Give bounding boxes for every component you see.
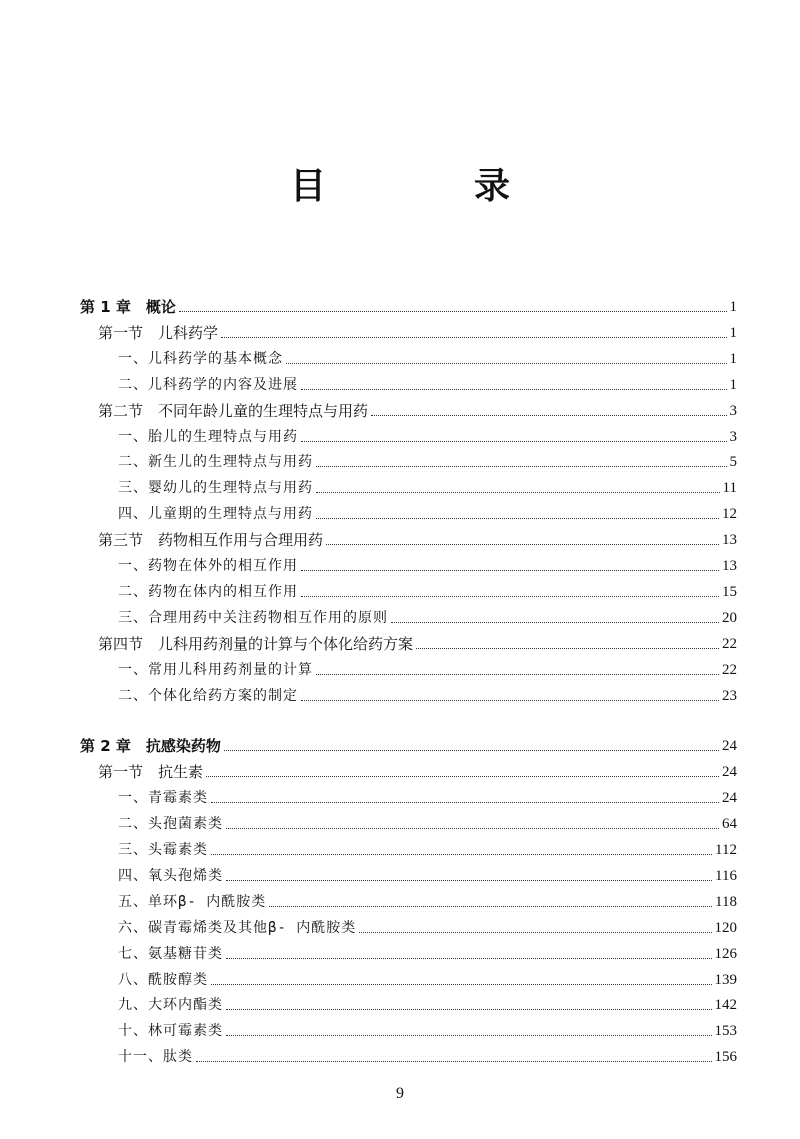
toc-entry-page: 64 [722, 816, 737, 833]
dot-leader [326, 544, 719, 545]
dot-leader [179, 311, 727, 312]
dot-leader [301, 596, 719, 597]
toc-section-entry[interactable] [98, 318, 737, 342]
toc-subsection-entry[interactable] [118, 913, 737, 937]
dot-leader [371, 415, 726, 416]
toc-entry-label: 六、碳青霉烯类及其他β- 内酰胺类 [118, 919, 357, 936]
toc-entry-page: 116 [715, 867, 737, 884]
toc-subsection-entry[interactable] [118, 447, 737, 471]
dot-leader [226, 880, 712, 881]
toc-entry-page: 139 [714, 971, 737, 988]
dot-leader [226, 1035, 712, 1036]
dot-leader [226, 828, 719, 829]
toc-section-entry[interactable] [98, 757, 737, 781]
toc-entry-label: 十、林可霉素类 [118, 1023, 223, 1040]
toc-subsection-entry[interactable] [118, 809, 737, 833]
toc-entry-label: 二、儿科药学的内容及进展 [118, 376, 298, 393]
dot-leader [316, 466, 727, 467]
toc-entry-label: 第 1 章 概论 [80, 298, 176, 316]
dot-leader [301, 570, 719, 571]
toc-entry-page: 22 [722, 635, 737, 652]
toc-chapter-entry[interactable] [80, 292, 737, 316]
toc-subsection-entry[interactable] [118, 965, 737, 989]
toc-subsection-entry[interactable] [118, 1016, 737, 1040]
toc-entry-label: 四、儿童期的生理特点与用药 [118, 506, 313, 523]
dot-leader [316, 492, 720, 493]
toc-entry-label: 五、单环β- 内酰胺类 [118, 893, 267, 910]
toc-entry-page: 12 [722, 506, 737, 523]
toc-entry-page: 13 [722, 558, 737, 574]
toc-subsection-entry[interactable] [118, 990, 737, 1014]
toc-entry-page: 22 [722, 661, 737, 678]
toc-entry-label: 三、合理用药中关注药物相互作用的原则 [118, 609, 388, 626]
dot-leader [286, 363, 727, 364]
dot-leader [196, 1061, 712, 1062]
toc-entry-label: 二、药物在体内的相互作用 [118, 583, 298, 600]
toc-section-entry[interactable] [98, 629, 737, 653]
toc-entry-page: 15 [722, 583, 737, 600]
toc-entry-label: 八、酰胺醇类 [118, 971, 208, 988]
toc-entry-page: 1 [729, 299, 737, 315]
toc-entry-page: 118 [715, 893, 737, 910]
toc-subsection-entry[interactable] [118, 473, 737, 497]
toc-entry-label: 二、个体化给药方案的制定 [118, 687, 298, 704]
toc-entry-page: 3 [729, 428, 737, 445]
toc-entry-page: 120 [714, 919, 737, 936]
dot-leader [359, 932, 711, 933]
toc-entry-page: 20 [722, 609, 737, 626]
toc-subsection-entry[interactable] [118, 499, 737, 523]
toc-entry-label: 第四节 儿科用药剂量的计算与个体化给药方案 [98, 634, 414, 653]
toc-subsection-entry[interactable] [118, 577, 737, 601]
toc-entry-label: 二、新生儿的生理特点与用药 [118, 454, 313, 471]
toc-entry-label: 二、头孢菌素类 [118, 816, 223, 833]
dot-leader [206, 776, 719, 777]
dot-leader [211, 802, 719, 803]
toc-subsection-entry[interactable] [118, 551, 737, 575]
toc-chapter-entry[interactable] [80, 731, 737, 755]
toc-subsection-entry[interactable] [118, 861, 737, 885]
dot-leader [416, 648, 719, 649]
toc-entry-label: 九、大环内酯类 [118, 997, 223, 1014]
toc-entry-page: 24 [722, 790, 737, 807]
toc-subsection-entry[interactable] [118, 655, 737, 679]
toc-entry-page: 24 [722, 764, 737, 781]
toc-section-entry[interactable] [98, 525, 737, 549]
toc-entry-page: 153 [714, 1023, 737, 1040]
toc-entry-page: 1 [729, 324, 737, 341]
page-title: 目 录 [289, 166, 566, 207]
toc-entry-page: 3 [729, 402, 737, 419]
toc-entry-label: 第三节 药物相互作用与合理用药 [98, 531, 324, 550]
dot-leader [221, 337, 726, 338]
toc-entry-page: 24 [722, 738, 737, 755]
toc-entry-label: 一、儿科药学的基本概念 [118, 350, 283, 367]
dot-leader [269, 906, 712, 907]
dot-leader [301, 700, 719, 701]
toc-entry-page: 112 [715, 842, 737, 858]
toc-entry-label: 三、婴幼儿的生理特点与用药 [118, 480, 313, 497]
dot-leader [211, 984, 712, 985]
dot-leader [211, 854, 712, 855]
toc-subsection-entry[interactable] [118, 422, 737, 446]
toc-entry-label: 三、头霉素类 [118, 842, 208, 858]
toc-entry-label: 一、胎儿的生理特点与用药 [118, 428, 298, 445]
dot-leader [226, 1009, 712, 1010]
dot-leader [226, 958, 712, 959]
toc-entry-label: 一、青霉素类 [118, 790, 208, 807]
toc-entry-page: 1 [729, 376, 737, 393]
toc-entry-label: 第一节 儿科药学 [98, 323, 219, 342]
toc-entry-page: 142 [714, 997, 737, 1014]
toc-entry-page: 11 [722, 480, 737, 497]
dot-leader [301, 389, 727, 390]
toc-entry-label: 第二节 不同年龄儿童的生理特点与用药 [98, 401, 369, 420]
toc-entry-label: 四、氧头孢烯类 [118, 867, 223, 884]
toc-subsection-entry[interactable] [118, 681, 737, 705]
toc-subsection-entry[interactable] [118, 939, 737, 963]
toc-subsection-entry[interactable] [118, 370, 737, 394]
toc-entry-page: 156 [714, 1049, 737, 1066]
dot-leader [301, 441, 727, 442]
toc-entry-page: 5 [729, 454, 737, 471]
toc-subsection-entry[interactable] [118, 344, 737, 368]
toc-subsection-entry[interactable] [118, 1042, 737, 1066]
toc-entry-label: 第一节 抗生素 [98, 763, 204, 782]
toc-entry-label: 七、氨基糖苷类 [118, 945, 223, 962]
toc-entry-page: 1 [729, 350, 737, 367]
page-number: 9 [396, 1085, 404, 1102]
toc-entry-label: 十一、肽类 [118, 1049, 193, 1066]
toc-entry-page: 13 [722, 532, 737, 549]
toc-subsection-entry[interactable] [118, 835, 737, 859]
dot-leader [224, 750, 719, 751]
dot-leader [391, 622, 719, 623]
toc-subsection-entry[interactable] [118, 887, 737, 911]
toc-section-entry[interactable] [98, 396, 737, 420]
toc-subsection-entry[interactable] [118, 603, 737, 627]
dot-leader [316, 674, 719, 675]
toc-entry-label: 一、常用儿科用药剂量的计算 [118, 661, 313, 678]
dot-leader [316, 518, 719, 519]
toc-entry-label: 第 2 章 抗感染药物 [80, 737, 221, 756]
toc-entry-label: 一、药物在体外的相互作用 [118, 558, 298, 574]
toc-subsection-entry[interactable] [118, 783, 737, 807]
toc-entry-page: 23 [722, 687, 737, 704]
toc-entry-page: 126 [714, 945, 737, 962]
